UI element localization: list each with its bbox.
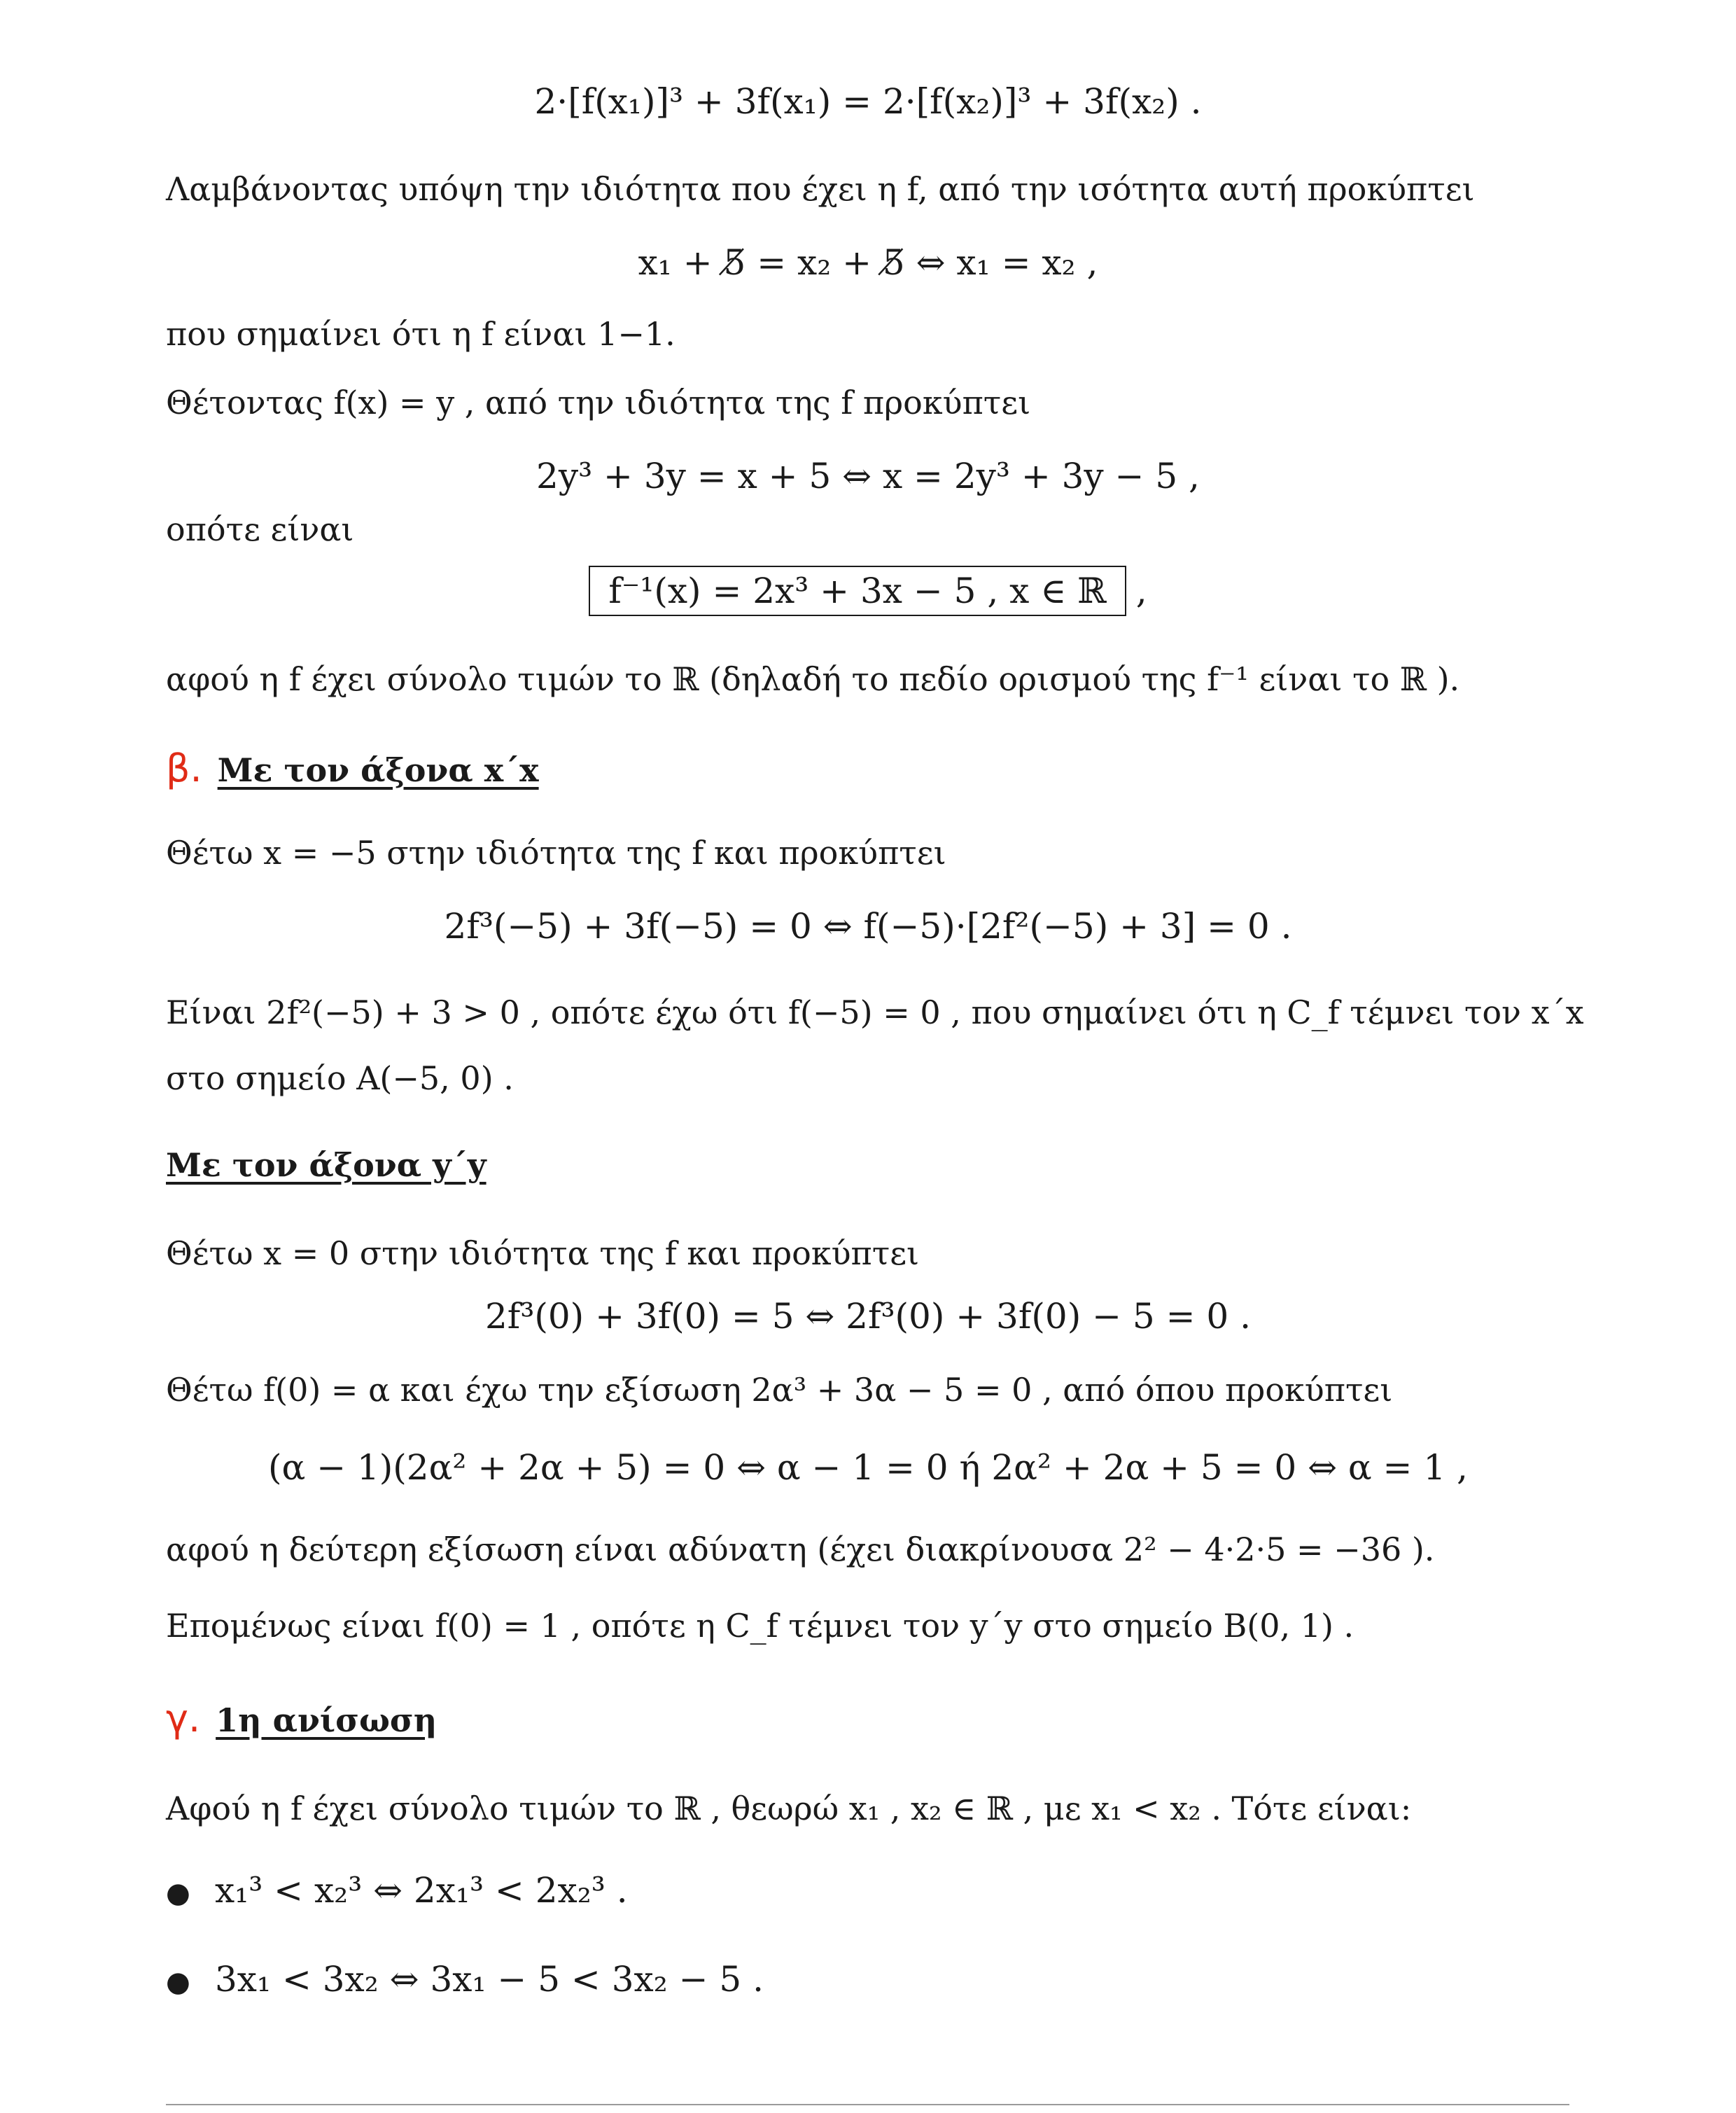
text-range-domain: αφού η f έχει σύνολο τιμών το ℝ (δηλαδή το πεδίο ορισμού της f⁻¹ είναι το ℝ ).: [166, 660, 1460, 698]
bullet-text-cubes: x₁³ < x₂³ ⇔ 2x₁³ < 2x₂³ .: [215, 1870, 628, 1911]
text-one-to-one-conclusion: που σημαίνει ότι η f είναι 1−1.: [166, 315, 676, 353]
text-set-alpha: Θέτω f(0) = α και έχω την εξίσωση 2α³ + 3α − 5 = 0 , από όπου προκύπτει: [166, 1371, 1393, 1409]
bullet-icon: ●: [166, 1877, 190, 1909]
equation-one-to-one: x₁ + 5̸ = x₂ + 5̸ ⇔ x₁ = x₂ ,: [638, 242, 1098, 283]
text-point-b: Επομένως είναι f(0) = 1 , οπότε η C_f τέμνει τον y΄y στο σημείο B(0, 1) .: [166, 1607, 1354, 1645]
equation-alpha-factor: (α − 1)(2α² + 2α + 5) = 0 ⇔ α − 1 = 0 ή 2α² + 2α + 5 = 0 ⇔ α = 1 ,: [268, 1447, 1468, 1488]
trailing-comma: ,: [1135, 571, 1147, 611]
section-yy-title: Με τον άξονα y΄y: [166, 1146, 486, 1184]
section-gamma-letter: γ.: [166, 1696, 201, 1741]
text-root-minus5: Είναι 2f²(−5) + 3 > 0 , οπότε έχω ότι f(−5) = 0 , που σημαίνει ότι η C_f τέμνει τον x΄x: [166, 993, 1584, 1031]
text-therefore: οπότε είναι: [166, 510, 354, 548]
footer-divider: [166, 2104, 1569, 2105]
list-item: [166, 1957, 764, 2004]
text-point-a: στο σημείο A(−5, 0) .: [166, 1059, 514, 1097]
equation-inverse-function: [0, 566, 1736, 616]
equation-at-zero: 2f³(0) + 3f(0) = 5 ⇔ 2f³(0) + 3f(0) − 5 = 0 .: [485, 1296, 1251, 1337]
equation-cubic-equality: 2·[f(x₁)]³ + 3f(x₁) = 2·[f(x₂)]³ + 3f(x₂) .: [534, 81, 1202, 122]
section-beta-letter: β.: [166, 746, 202, 790]
section-gamma-title: 1η ανίσωση: [216, 1701, 438, 1739]
section-beta-title: Με τον άξονα x΄x: [217, 751, 539, 789]
equation-solve-for-x: 2y³ + 3y = x + 5 ⇔ x = 2y³ + 3y − 5 ,: [536, 456, 1200, 496]
text-substitution: Θέτοντας f(x) = y , από την ιδιότητα της f προκύπτει: [166, 384, 1031, 421]
text-discriminant: αφού η δεύτερη εξίσωση είναι αδύνατη (έχει διακρίνουσα 2² − 4·2·5 = −36 ).: [166, 1530, 1435, 1568]
text-set-x-zero: Θέτω x = 0 στην ιδιότητα της f και προκύπτει: [166, 1234, 920, 1272]
list-item: [166, 1868, 628, 1916]
text-consider-x1-x2: Αφού η f έχει σύνολο τιμών το ℝ , θεωρώ x₁ , x₂ ∈ ℝ , με x₁ < x₂ . Τότε είναι:: [166, 1790, 1412, 1827]
section-gamma-heading: [166, 1698, 437, 1741]
text-set-x-minus5: Θέτω x = −5 στην ιδιότητα της f και προκύπτει: [166, 834, 946, 872]
text-property-statement: Λαμβάνοντας υπόψη την ιδιότητα που έχει η f, από την ισότητα αυτή προκύπτει: [166, 170, 1475, 208]
bullet-text-linear: 3x₁ < 3x₂ ⇔ 3x₁ − 5 < 3x₂ − 5 .: [215, 1959, 764, 2000]
boxed-inverse-result: f⁻¹(x) = 2x³ + 3x − 5 , x ∈ ℝ: [589, 566, 1126, 616]
section-beta-heading: [166, 748, 539, 791]
equation-factor-minus5: 2f³(−5) + 3f(−5) = 0 ⇔ f(−5)·[2f²(−5) + 3] = 0 .: [444, 906, 1292, 947]
bullet-icon: ●: [166, 1966, 190, 1998]
section-yy-heading: [166, 1144, 486, 1186]
